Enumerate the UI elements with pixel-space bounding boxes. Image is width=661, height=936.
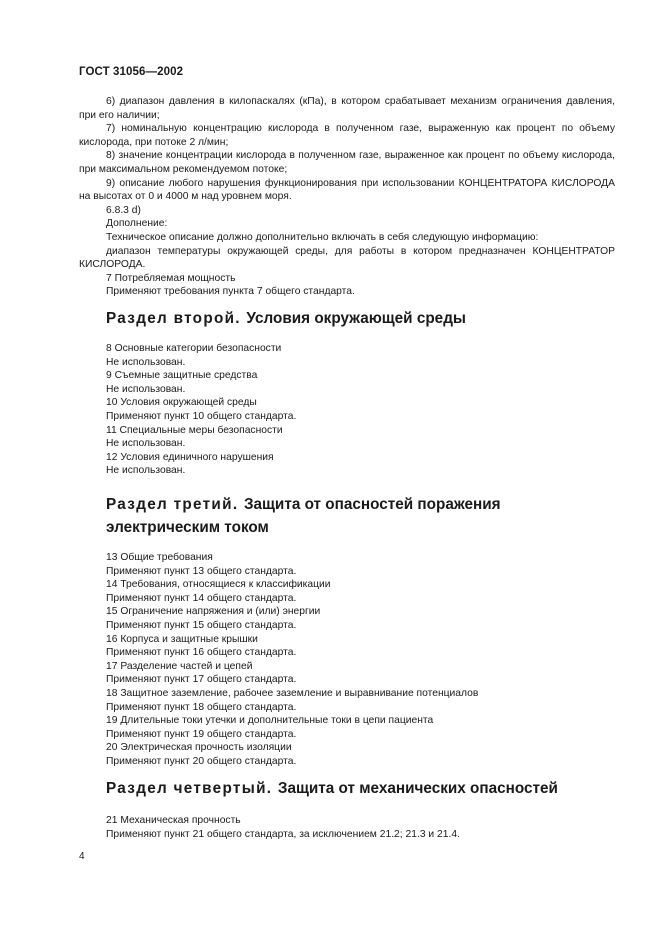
paragraph: 6) диапазон давления в килопаскалях (кПа), в котором срабатывает механизм ограничения давления, при его наличии; <box>79 96 615 121</box>
list-item: 20 Электрическая прочность изоляции <box>106 742 292 754</box>
list-item: 9 Съемные защитные средства <box>106 370 258 382</box>
list-item: 16 Корпуса и защитные крышки <box>106 633 258 645</box>
list-item: Применяют пункт 18 общего стандарта. <box>106 701 297 713</box>
paragraph: 7 Потребляемая мощность <box>106 272 236 284</box>
list-item: 10 Условия окружающей среды <box>106 397 257 409</box>
list-item: 12 Условия единичного нарушения <box>106 451 274 463</box>
list-item: 21 Механическая прочность <box>106 815 241 826</box>
section-items-3 <box>106 551 626 769</box>
section-label: Раздел третий. <box>106 496 244 513</box>
section-label: Раздел второй. <box>106 310 247 327</box>
section-heading-2 <box>106 309 626 329</box>
page-number: 4 <box>79 851 85 862</box>
section-heading-4 <box>106 779 626 799</box>
paragraph: 7) номинальную концентрацию кислорода в полученном газе, выраженную как процент по объему кислорода, при потоке 2 л/мин; <box>79 123 615 148</box>
section-title-continued: электрическим током <box>106 519 269 536</box>
section-title: Защита от опасностей поражения <box>243 496 501 513</box>
list-item: Применяют пункт 10 общего стандарта. <box>106 410 297 422</box>
list-item: Не использован. <box>106 438 186 450</box>
section-heading-3 <box>106 495 626 538</box>
list-item: 14 Требования, относящиеся к классификации <box>106 579 331 591</box>
section-title: Условия окружающей среды <box>246 310 466 327</box>
list-item: 15 Ограничение напряжения и (или) энергии <box>106 606 321 618</box>
list-item: Не использован. <box>106 465 186 477</box>
section-items-4 <box>106 814 626 841</box>
paragraph: Применяют требования пункта 7 общего стандарта. <box>106 286 355 298</box>
list-item: 13 Общие требования <box>106 552 213 563</box>
paragraph: 8) значение концентрации кислорода в полученном газе, выраженное как процент по объему кислорода, при максимальном рекомендуемом потоке; <box>79 150 615 175</box>
paragraph: Техническое описание должно дополнительно включать в себя следующую информацию: <box>106 231 539 243</box>
list-item: Не использован. <box>106 356 186 368</box>
standard-header: ГОСТ 31056—2002 <box>79 66 184 78</box>
list-item: 18 Защитное заземление, рабочее заземление и выравнивание потенциалов <box>106 687 479 699</box>
paragraph: 9) описание любого нарушения функционирования при использовании КОНЦЕНТРАТОРА КИСЛОРОДА на высотах от 0 и 4000 м над уровнем моря. <box>79 177 615 203</box>
section-label: Раздел четвертый. <box>106 780 278 797</box>
list-item: 17 Разделение частей и цепей <box>106 660 253 672</box>
list-item: Не использован. <box>106 383 186 395</box>
list-item: Применяют пункт 20 общего стандарта. <box>106 755 297 767</box>
section-title: Защита от механических опасностей <box>277 780 558 797</box>
section-items-2 <box>106 342 626 478</box>
list-item: Применяют пункт 14 общего стандарта. <box>106 592 297 604</box>
list-item: Применяют пункт 15 общего стандарта. <box>106 619 297 631</box>
list-item: Применяют пункт 21 общего стандарта, за исключением 21.2; 21.3 и 21.4. <box>106 828 460 840</box>
requirements-list <box>79 95 615 299</box>
list-item: 19 Длительные токи утечки и дополнительные токи в цепи пациента <box>106 715 434 727</box>
paragraph: 6.8.3 d) <box>106 204 141 216</box>
list-item: 11 Специальные меры безопасности <box>106 424 283 436</box>
list-item: 8 Основные категории безопасности <box>106 343 282 354</box>
list-item: Применяют пункт 13 общего стандарта. <box>106 565 297 577</box>
list-item: Применяют пункт 17 общего стандарта. <box>106 674 297 686</box>
list-item: Применяют пункт 19 общего стандарта. <box>106 728 297 740</box>
paragraph: Дополнение: <box>106 218 168 230</box>
paragraph: диапазон температуры окружающей среды, для работы в котором предназначен КОНЦЕНТРАТОР КИСЛОРОДА. <box>79 245 615 271</box>
list-item: Применяют пункт 16 общего стандарта. <box>106 647 297 659</box>
